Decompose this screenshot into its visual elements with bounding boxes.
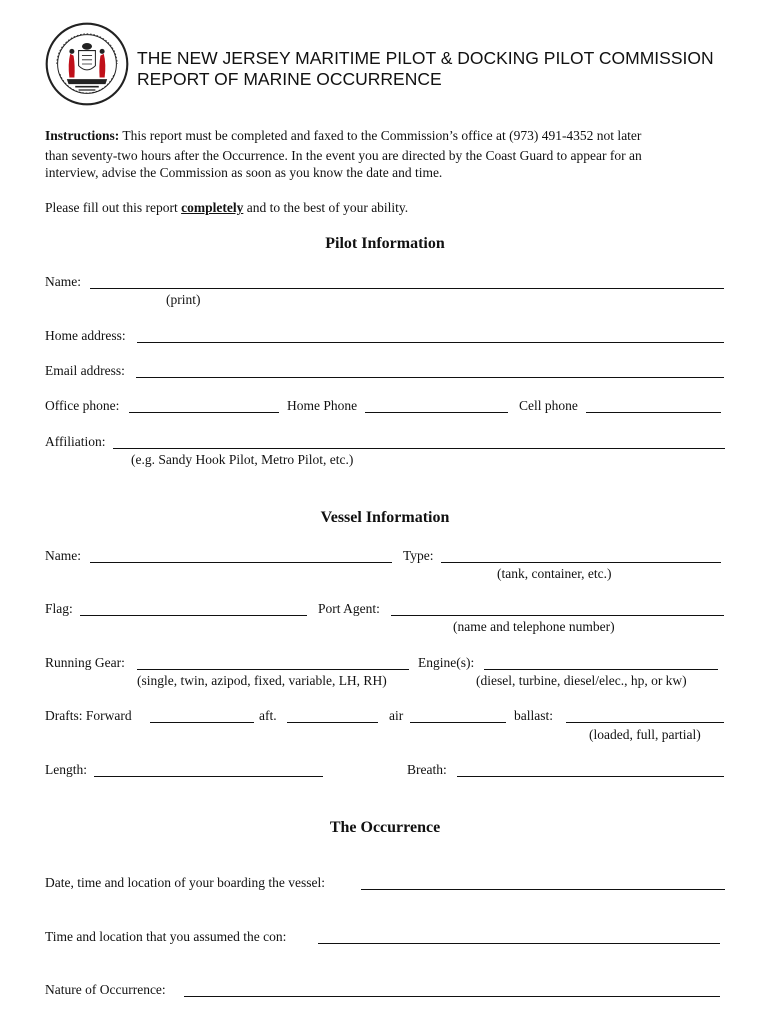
port-agent-label: Port Agent: <box>318 601 380 616</box>
state-seal-logo <box>45 22 129 106</box>
assumed-con-field[interactable] <box>318 943 720 944</box>
ballast-hint: (loaded, full, partial) <box>589 727 701 742</box>
title-line-2: REPORT OF MARINE OCCURRENCE <box>137 69 442 89</box>
ballast-label: ballast: <box>514 708 553 723</box>
instructions-label: Instructions: <box>45 128 120 143</box>
affiliation-label: Affiliation: <box>45 434 106 449</box>
completely-emphasis: completely <box>181 200 244 215</box>
instructions-text-1: This report must be completed and faxed to the Commission’s office at (973) 491-4352 not later <box>122 128 642 143</box>
instructions-line-2: than seventy-two hours after the Occurrence. In the event you are directed by the Coast Guard to appear for an <box>45 148 642 163</box>
instructions-line-1 <box>45 128 641 144</box>
running-gear-hint: (single, twin, azipod, fixed, variable, LH, RH) <box>137 673 387 688</box>
home-phone-label: Home Phone <box>287 398 358 413</box>
engines-field[interactable] <box>484 669 718 670</box>
page-title <box>137 48 714 90</box>
vessel-type-label: Type: <box>403 548 434 563</box>
air-field[interactable] <box>410 722 506 723</box>
pilot-name-field[interactable] <box>90 288 724 289</box>
port-agent-field[interactable] <box>391 615 724 616</box>
vessel-type-field[interactable] <box>441 562 721 563</box>
engines-label: Engine(s): <box>418 655 475 670</box>
flag-label: Flag: <box>45 601 73 616</box>
affiliation-hint: (e.g. Sandy Hook Pilot, Metro Pilot, etc.) <box>131 452 354 467</box>
assumed-con-label: Time and location that you assumed the con: <box>45 929 287 944</box>
occurrence-heading: The Occurrence <box>329 819 441 836</box>
vessel-info-heading: Vessel Information <box>320 509 450 526</box>
engines-hint: (diesel, turbine, diesel/elec., hp, or kw) <box>476 673 687 688</box>
pilot-name-label: Name: <box>45 274 81 289</box>
running-gear-field[interactable] <box>137 669 409 670</box>
home-address-label: Home address: <box>45 328 126 343</box>
boarding-field[interactable] <box>361 889 725 890</box>
home-phone-field[interactable] <box>365 412 508 413</box>
fill-instruction <box>45 200 408 216</box>
pilot-info-heading: Pilot Information <box>325 235 445 252</box>
instructions-line-3: interview, advise the Commission as soon as you know the date and time. <box>45 165 443 180</box>
drafts-forward-field[interactable] <box>150 722 254 723</box>
length-label: Length: <box>45 762 87 777</box>
drafts-forward-label: Drafts: Forward <box>45 708 132 723</box>
cell-phone-label: Cell phone <box>519 398 578 413</box>
office-phone-field[interactable] <box>129 412 279 413</box>
pilot-name-hint: (print) <box>166 292 201 307</box>
breath-field[interactable] <box>457 776 724 777</box>
vessel-type-hint: (tank, container, etc.) <box>497 566 612 581</box>
home-address-field[interactable] <box>137 342 724 343</box>
port-agent-hint: (name and telephone number) <box>453 619 615 634</box>
ballast-field[interactable] <box>566 722 724 723</box>
title-line-1: THE NEW JERSEY MARITIME PILOT & DOCKING PILOT COMMISSION <box>137 48 714 68</box>
nature-of-occurrence-field[interactable] <box>184 996 720 997</box>
cell-phone-field[interactable] <box>586 412 721 413</box>
vessel-name-label: Name: <box>45 548 81 563</box>
air-label: air <box>389 708 404 723</box>
office-phone-label: Office phone: <box>45 398 120 413</box>
email-address-label: Email address: <box>45 363 125 378</box>
fill-before-text: Please fill out this report <box>45 200 178 215</box>
vessel-name-field[interactable] <box>90 562 392 563</box>
nature-of-occurrence-label: Nature of Occurrence: <box>45 982 166 997</box>
boarding-label: Date, time and location of your boarding the vessel: <box>45 875 326 890</box>
email-address-field[interactable] <box>136 377 724 378</box>
aft-field[interactable] <box>287 722 378 723</box>
flag-field[interactable] <box>80 615 307 616</box>
running-gear-label: Running Gear: <box>45 655 125 670</box>
length-field[interactable] <box>94 776 323 777</box>
affiliation-field[interactable] <box>113 448 725 449</box>
fill-after-text: and to the best of your ability. <box>246 200 409 215</box>
breath-label: Breath: <box>407 762 447 777</box>
aft-label: aft. <box>259 708 277 723</box>
